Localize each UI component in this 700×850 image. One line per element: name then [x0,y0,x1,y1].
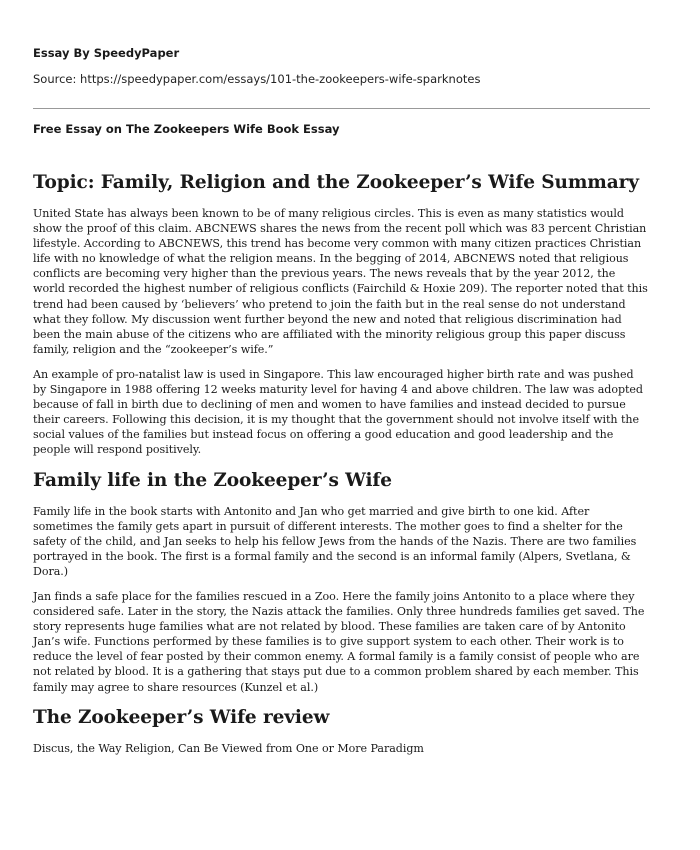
source-line: Source: https://speedypaper.com/essays/101-the-zookeepers-wife-sparknotes [33,72,481,86]
section-heading: Topic: Family, Religion and the Zookeeper’s Wife Summary [33,172,639,193]
essay-body [33,170,649,766]
essay-title: Free Essay on The Zookeepers Wife Book Essay [33,122,340,136]
paragraph: An example of pro-natalist law is used in Singapore. This law encouraged higher birth rate and was pushed by Singapore in 1988 offering 12 weeks maturity level for having 4 and above children. The law was adopted because of fall in birth due to declining of men and women to have families and instead decided to pursue their careers. Following this decision, it is my thought that the government should not involve itself with the social values of the families but instead focus on offering a good education and good leadership and the people will respond positively. [33,367,643,457]
paragraph: Discus, the Way Religion, Can Be Viewed from One or More Paradigm [33,741,424,755]
paragraph: Family life in the book starts with Antonito and Jan who get married and give birth to one kid. After sometimes the family gets apart in pursuit of different interests. The mother goes to find a shelter for the safety of the child, and Jan seeks to help his fellow Jews from the hands of the Nazis. There are two families portrayed in the book. The first is a formal family and the second is an informal family (Alpers, Svetlana, & Dora.) [33,504,637,578]
paragraph: Jan finds a safe place for the families rescued in a Zoo. Here the family joins Antonito to a place where they considered safe. Later in the story, the Nazis attack the families. Only three hundreds families get saved. The story represents huge families what are not related by blood. These families are taken care of by Antonito Jan’s wife. Functions performed by these families is to give support system to each other. Their work is to reduce the level of fear posted by their common enemy. A formal family is a family consist of people who are not related by blood. It is a gathering that stays put due to a common problem shared by each member. This family may agree to share resources (Kunzel et al.) [33,589,645,694]
paragraph: United State has always been known to be of many religious circles. This is even as many statistics would show the proof of this claim. ABCNEWS shares the news from the recent poll which was 83 percent Christian lifestyle. According to ABCNEWS, this trend has become very common with many citizen practices Christian life with no knowledge of what the religion means. In the begging of 2014, ABCNEWS noted that religious conflicts are becoming very higher than the previous years. The news reveals that by the year 2012, the world recorded the highest number of religious conflicts (Fairchild & Hoxie 209). The reporter noted that this trend had been caused by ‘believers’ who pretend to join the faith but in the real sense do not understand what they follow. My discussion went further beyond the new and noted that religious discrimination had been the main abuse of the citizens who are affiliated with the minority religious group this paper discuss family, religion and the “zookeeper’s wife.” [33,207,648,356]
section-heading: The Zookeeper’s Wife review [33,706,330,728]
section-heading: Family life in the Zookeeper’s Wife [33,469,392,491]
site-label: Essay By SpeedyPaper [33,46,180,60]
divider [33,108,650,109]
